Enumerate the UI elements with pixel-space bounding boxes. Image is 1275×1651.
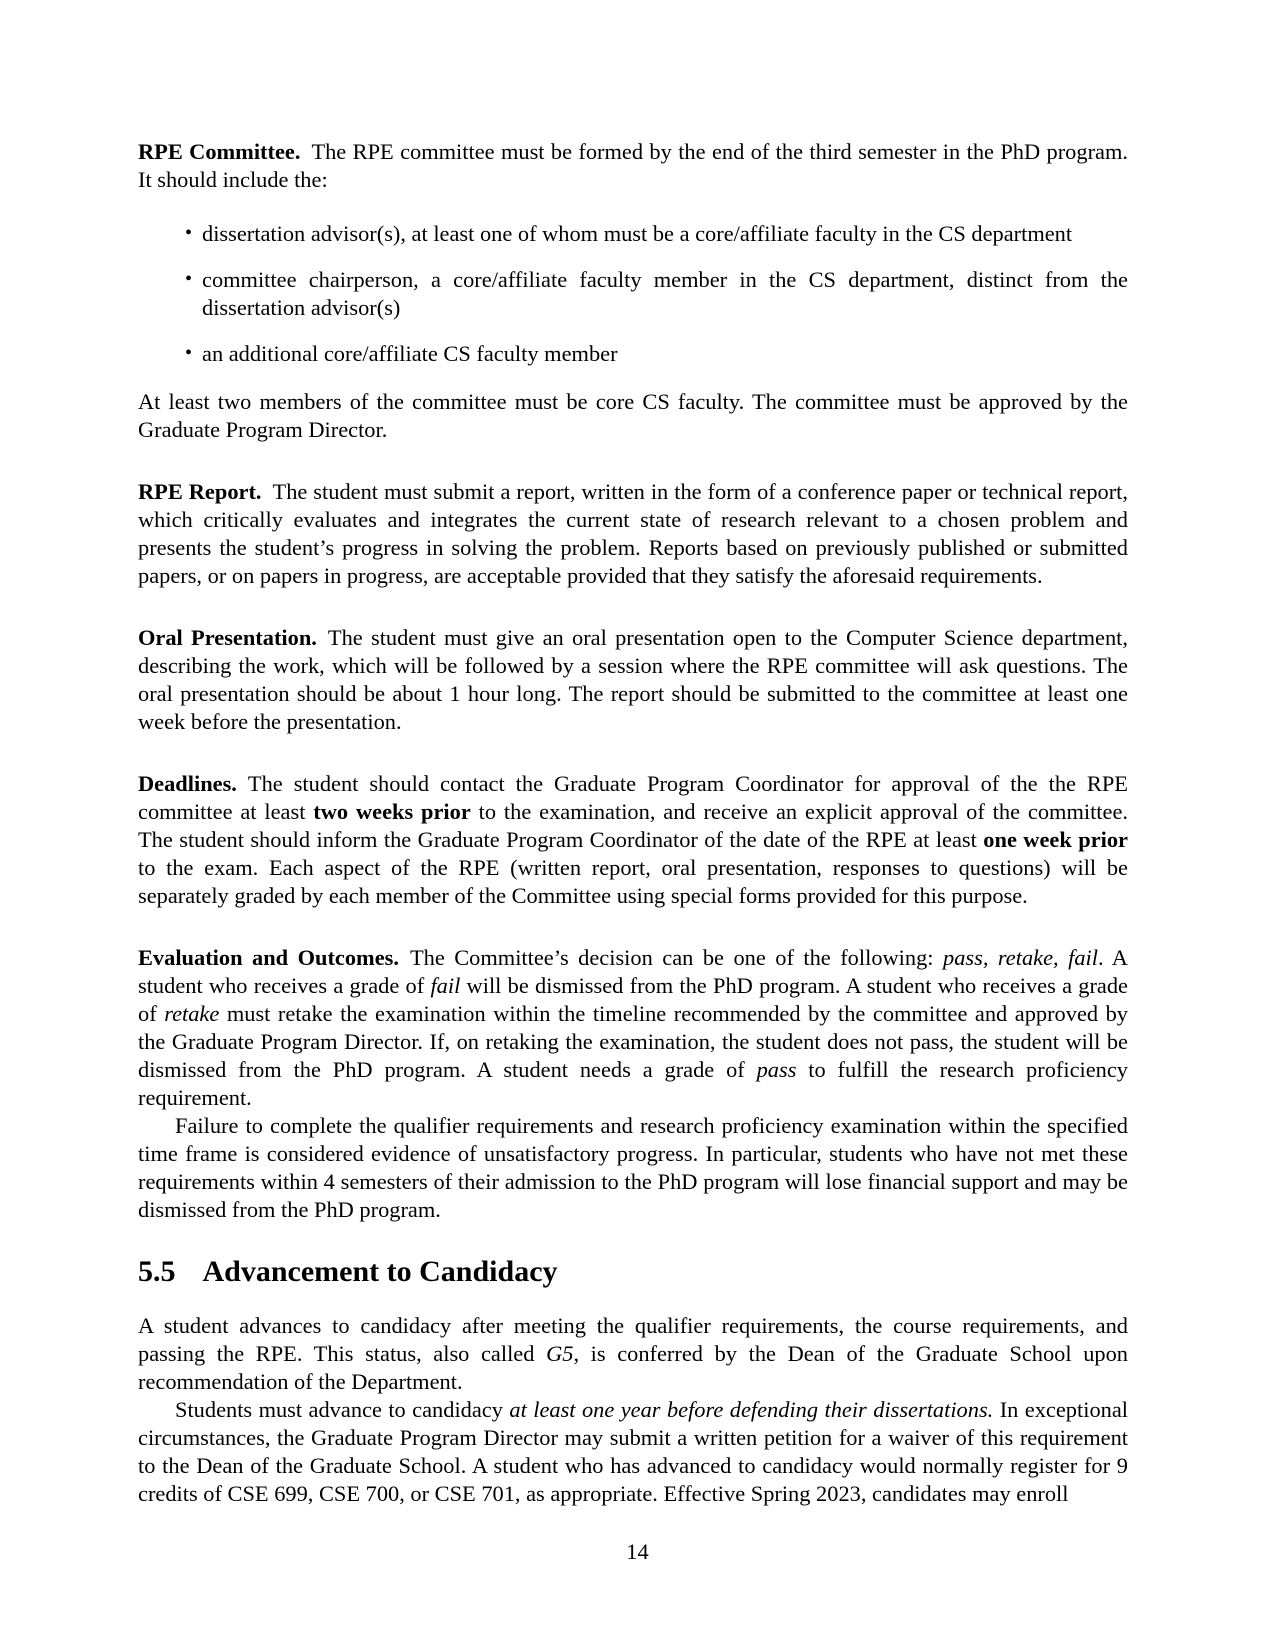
- text-run: to the examination, and receive an explicit approval of the committee. The student should inform the Graduate Program Coordinator of the date of the RPE at least: [138, 799, 1128, 852]
- text-run: will be dismissed from the PhD program. A student who receives a grade of: [138, 973, 1128, 1026]
- text-run: to fulfill the research proficiency requirement.: [138, 1057, 1128, 1110]
- text-run: to the exam. Each aspect of the RPE (written report, oral presentation, responses to questions) will be separately graded by each member of the Committee using special forms provided for this purpose.: [138, 855, 1128, 908]
- text-run-italic: retake: [164, 1001, 220, 1026]
- evaluation-paragraph: [138, 944, 1128, 1112]
- committee-note-paragraph: [138, 388, 1128, 444]
- rpe-report-body: The student must submit a report, written in the form of a conference paper or technical report, which critically evaluates and integrates the current state of research relevant to a chosen problem and presents the student’s progress in solving the problem. Reports based on previously published or submitted papers, or on papers in progress, are acceptable provided that they satisfy the aforesaid requirements.: [138, 479, 1128, 588]
- text-run-italic: G5: [546, 1341, 574, 1366]
- candidacy-intro-paragraph: [138, 1312, 1128, 1396]
- rpe-committee-label: RPE Committee.: [138, 139, 301, 164]
- rpe-committee-body: The RPE committee must be formed by the end of the third semester in the PhD program. It should include the:: [138, 139, 1128, 192]
- section-title: Advancement to Candidacy: [202, 1255, 558, 1288]
- oral-presentation-paragraph: [138, 624, 1128, 736]
- bullet-icon: •: [185, 342, 193, 364]
- page-number: 14: [626, 1539, 649, 1564]
- bullet-icon: •: [185, 222, 193, 244]
- section-number: 5.5: [138, 1255, 176, 1288]
- text-run-italic: fail: [430, 973, 461, 998]
- text-run: . A student who receives a grade of: [138, 945, 1128, 998]
- text-run: must retake the examination within the timeline recommended by the committee and approved by the Graduate Program Director. If, on retaking the examination, the student does not pass, the student will be dismissed from the PhD program. A student needs a grade of: [138, 1001, 1128, 1082]
- page-content: [138, 138, 1128, 1508]
- text-run-italic: pass: [756, 1057, 797, 1082]
- section-heading: [138, 1255, 1128, 1289]
- failure-note-text: Failure to complete the qualifier requirements and research proficiency examination within the specified time frame is considered evidence of unsatisfactory progress. In particular, students who have not met these requirements within 4 semesters of their admission to the PhD program will lose financial support and may be dismissed from the PhD program.: [138, 1113, 1128, 1222]
- list-item-text: an additional core/affiliate CS faculty member: [202, 341, 618, 366]
- rpe-report-paragraph: [138, 478, 1128, 590]
- list-item-text: committee chairperson, a core/affiliate faculty member in the CS department, distinct from the dissertation advisor(s): [202, 267, 1128, 320]
- text-run-bold: one week prior: [983, 827, 1128, 852]
- text-run-italic: at least one year before defending their dissertations.: [509, 1397, 994, 1422]
- text-run: Students must advance to candidacy: [175, 1397, 510, 1422]
- list-item: [185, 266, 1128, 322]
- committee-note-text: At least two members of the committee must be core CS faculty. The committee must be approved by the Graduate Program Director.: [138, 389, 1128, 442]
- list-item: [185, 340, 1128, 368]
- deadlines-paragraph: [138, 770, 1128, 910]
- deadlines-label: Deadlines.: [138, 771, 237, 796]
- text-run-italic: pass, retake, fail: [943, 945, 1098, 970]
- text-run: , is conferred by the Dean of the Graduate School upon recommendation of the Department.: [138, 1341, 1128, 1394]
- oral-presentation-body: The student must give an oral presentation open to the Computer Science department, describing the work, which will be followed by a session where the RPE committee will ask questions. The oral presentation should be about 1 hour long. The report should be submitted to the committee at least one week before the presentation.: [138, 625, 1128, 734]
- list-item-text: dissertation advisor(s), at least one of whom must be a core/affiliate faculty in the CS department: [202, 221, 1073, 246]
- bullet-icon: •: [185, 268, 193, 290]
- evaluation-label: Evaluation and Outcomes.: [138, 945, 399, 970]
- rpe-committee-paragraph: [138, 138, 1128, 194]
- text-run: The Committee’s decision can be one of the following:: [409, 945, 943, 970]
- oral-presentation-label: Oral Presentation.: [138, 625, 317, 650]
- list-item: [185, 220, 1128, 248]
- committee-members-list: [138, 220, 1128, 368]
- rpe-report-label: RPE Report.: [138, 479, 262, 504]
- text-run-bold: two weeks prior: [313, 799, 471, 824]
- text-run: The student should contact the Graduate Program Coordinator for approval of the the RPE committee at least: [138, 771, 1128, 824]
- failure-note-paragraph: [138, 1112, 1128, 1224]
- text-run: A student advances to candidacy after meeting the qualifier requirements, the course requirements, and passing the RPE. This status, also called: [138, 1313, 1128, 1366]
- candidacy-detail-paragraph: [138, 1396, 1128, 1508]
- text-run: In exceptional circumstances, the Graduate Program Director may submit a written petition for a waiver of this requirement to the Dean of the Graduate School. A student who has advanced to candidacy would normally register for 9 credits of CSE 699, CSE 700, or CSE 701, as appropriate. Effective Spring 2023, candidates may enroll: [138, 1397, 1128, 1506]
